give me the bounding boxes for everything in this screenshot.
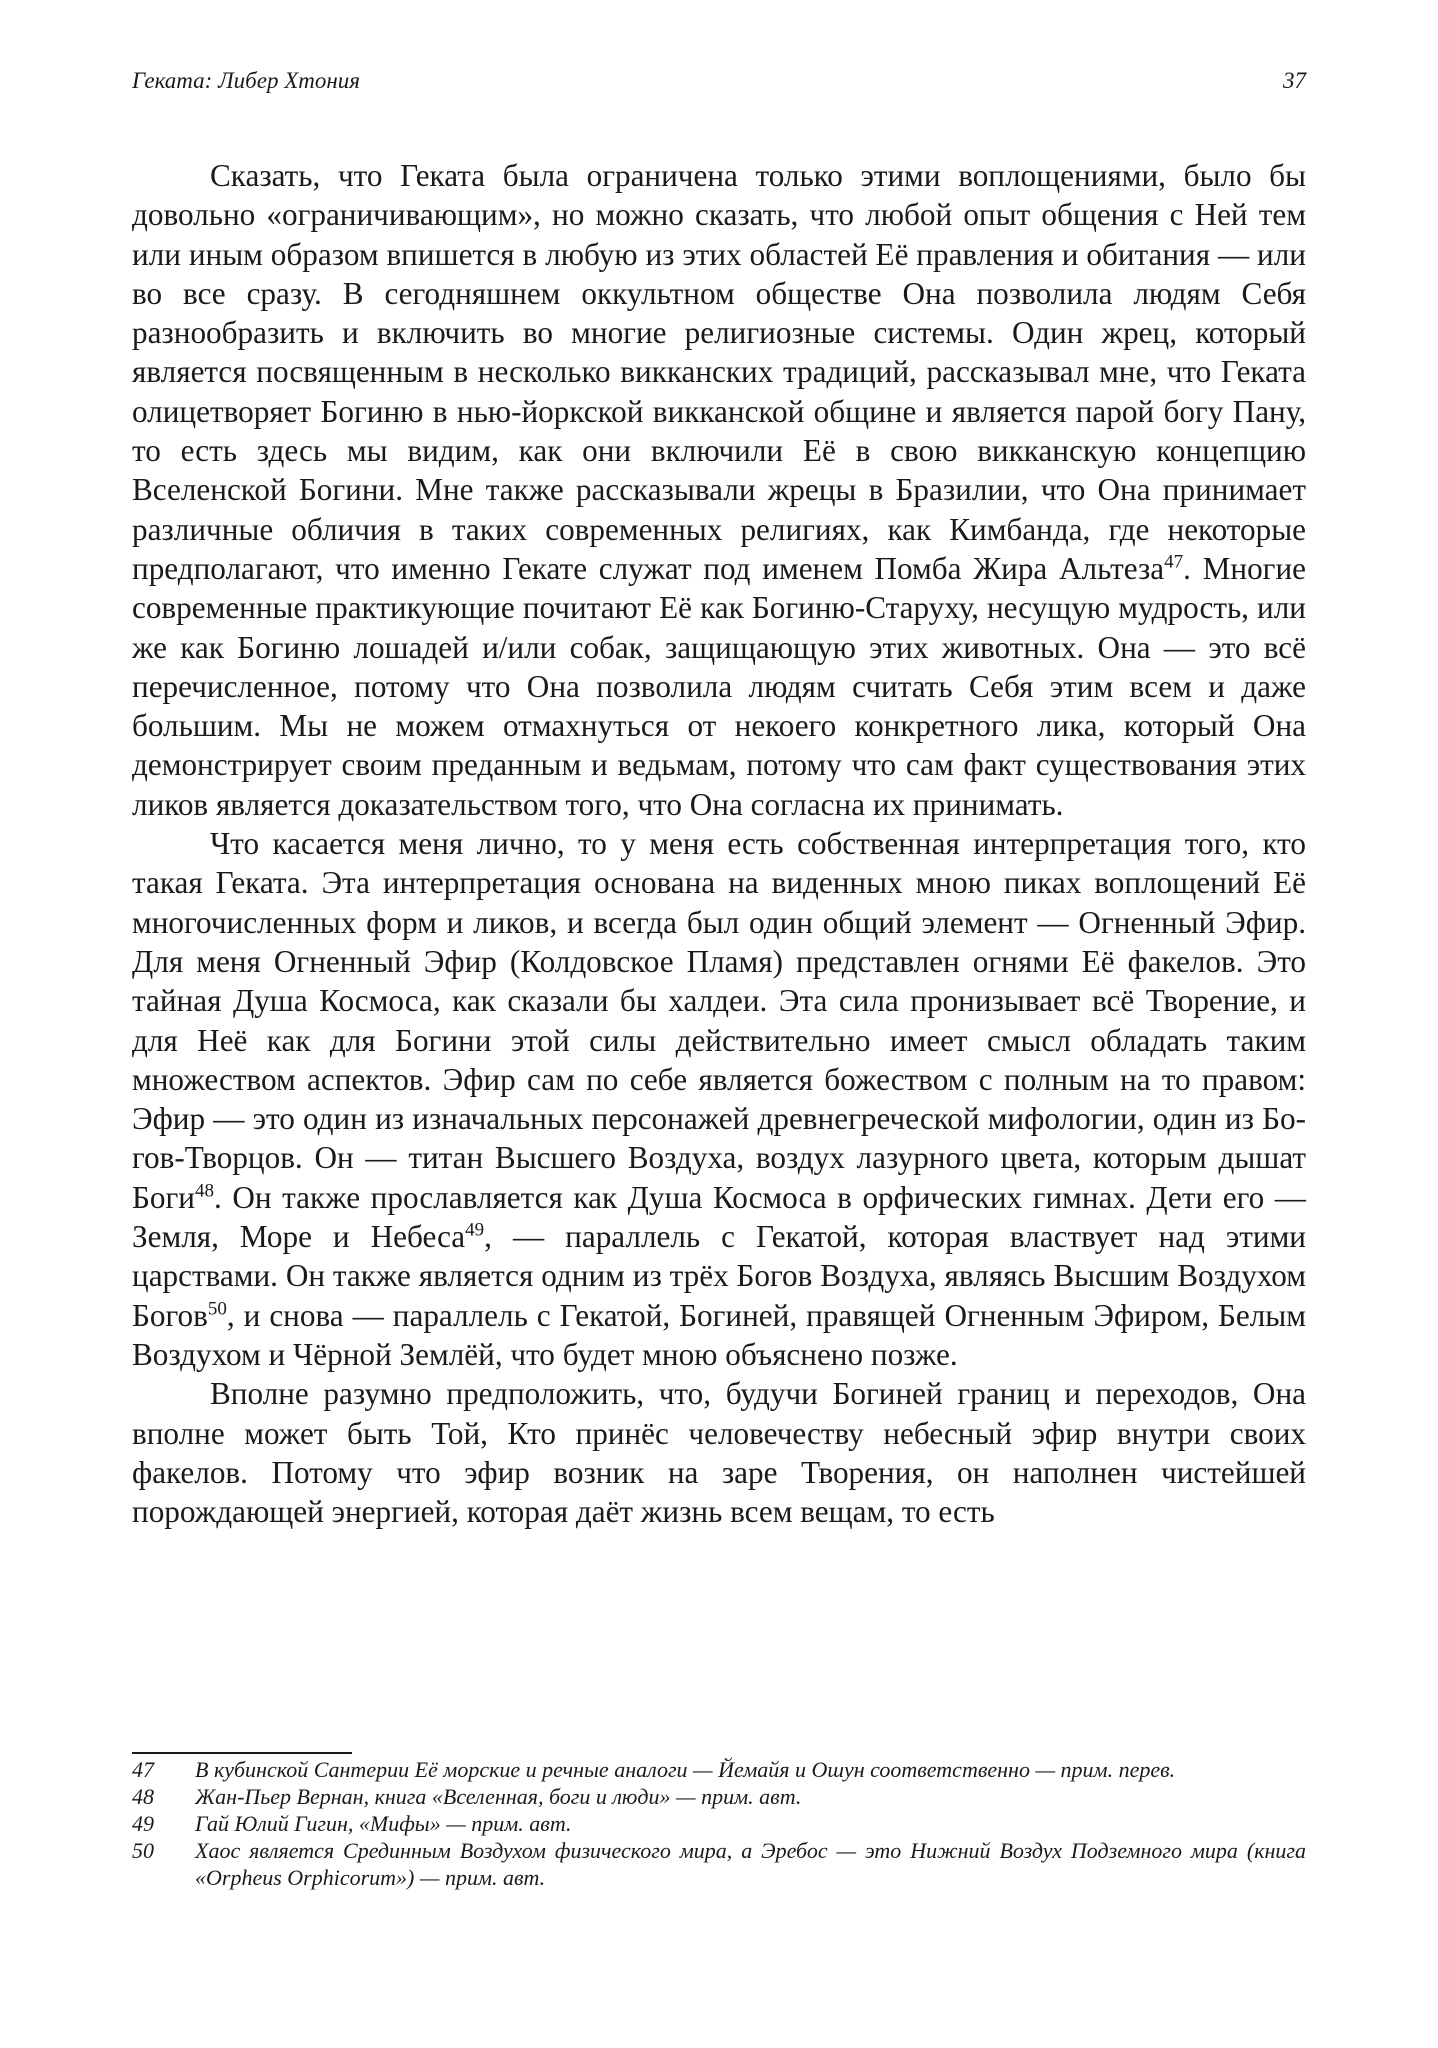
footnote-number: 50	[132, 1838, 154, 1863]
body-paragraph	[132, 824, 1306, 1374]
footnote	[132, 1756, 1306, 1783]
book-title: Геката: Либер Хтония	[132, 68, 360, 93]
text-run: Сказать, что Геката была ограничена только этими воплощениями, было бы довольно «ограничивающим», но можно сказать, что любой опыт общения с Ней тем или иным образом впишется в любую из этих областей Её правления и обитания — или во все сразу. В сегодняшнем оккультном обществе Она позволила людям Себя разнообразить и включить во многие религиозные системы. Один жрец, который является посвященным в несколько викканских традиций, рассказывал мне, что Геката олицетворяет Богиню в нью-йоркской викканской общине и является парой богу Пану, то есть здесь мы видим, как они включили Её в свою викканскую концепцию Вселенской Богини. Мне также рассказывали жрецы в Бразилии, что Она принимает различные обличия в таких современных религиях, как Кимбанда, где некоторые предполагают, что именно Гекате служат под именем Помба Жира Альтеза	[132, 158, 1306, 586]
footnote-number: 47	[132, 1757, 154, 1782]
footnotes	[132, 1756, 1306, 1891]
footnote-divider	[132, 1752, 352, 1754]
body-paragraph	[132, 156, 1306, 824]
footnote-reference: 48	[194, 1180, 214, 1202]
footnote-text: В кубинской Сантерии Её морские и речные аналоги — Йемайя и Ошун соответственно — прим. перев.	[195, 1757, 1176, 1782]
footnote-text: Гай Юлий Гигин, «Мифы» — прим. авт.	[195, 1811, 572, 1836]
main-text	[132, 156, 1306, 1531]
text-run: , и снова — параллель с Гекатой, Богиней, правящей Огненным Эфиром, Белым Воздухом и Чёрной Землёй, что будет мною объяснено позже.	[132, 1297, 1306, 1372]
page-number: 37	[1283, 68, 1306, 93]
footnote-text: Жан-Пьер Вернан, книга «Вселенная, боги и люди» — прим. авт.	[195, 1784, 802, 1809]
footnote-number: 49	[132, 1811, 154, 1836]
footnote-reference: 50	[207, 1298, 227, 1320]
text-run: . Он также прославляется как Душа Космоса в орфических гимнах. Дети его — Земля, Море и Небеса	[132, 1179, 1306, 1255]
text-run: Что касается меня лично, то у меня есть собственная интерпретация того, кто такая Геката. Эта интерпретация основана на виденных мною пиках воплощений Её многочисленных форм и ликов, и всегда был один общий элемент — Огненный Эфир. Для меня Огненный Эфир (Колдовское Пламя) представлен огнями Её факелов. Это тайная Душа Космоса, как сказали бы халдеи. Эта сила пронизывает всё Творение, и для Неё как для Богини этой силы действительно имеет смысл обладать таким множеством аспектов. Эфир сам по себе является божеством с полным на то правом: Эфир — это один из изначальных персонажей древнегреческой мифологии, один из Богов-Творцов. Он — титан Высшего Воздуха, воздух лазурного цвета, которым дышат Боги	[132, 826, 1306, 1215]
footnote	[132, 1837, 1306, 1891]
text-run: Вполне разумно предположить, что, будучи Богиней границ и переходов, Она вполне может быть Той, Кто принёс человечеству небесный эфир внутри своих факелов. Потому что эфир возник на заре Творения, он наполнен чистейшей порождающей энергией, которая даёт жизнь всем вещам, то есть	[132, 1376, 1306, 1530]
footnote-text: Хаос является Срединным Воздухом физического мира, а Эребос — это Нижний Воздух Подземного мира (книга «Orpheus Orphicorum») — прим. авт.	[195, 1838, 1306, 1890]
text-run: . Многие современные практикующие почитают Её как Богиню-Старуху, несущую мудрость, или же как Богиню лошадей и/или собак, защищающую этих животных. Она — это всё перечисленное, потому что Она позволила людям считать Себя этим всем и даже большим. Мы не можем отмахнуться от некоего конкретного лика, который Она демонстрирует своим преданным и ведьмам, потому что сам факт существования этих ликов является доказательством того, что Она согласна их принимать.	[132, 550, 1306, 822]
footnote-reference: 47	[1164, 551, 1184, 573]
footnote-number: 48	[132, 1784, 154, 1809]
footnote	[132, 1783, 1306, 1810]
footnote	[132, 1810, 1306, 1837]
body-paragraph	[132, 1374, 1306, 1531]
text-run: , — параллель с Гекатой, которая властвует над этими царствами. Он также является одним из трёх Богов Воздуха, являясь Высшим Воздухом Богов	[132, 1219, 1306, 1333]
footnote-reference: 49	[465, 1219, 485, 1241]
